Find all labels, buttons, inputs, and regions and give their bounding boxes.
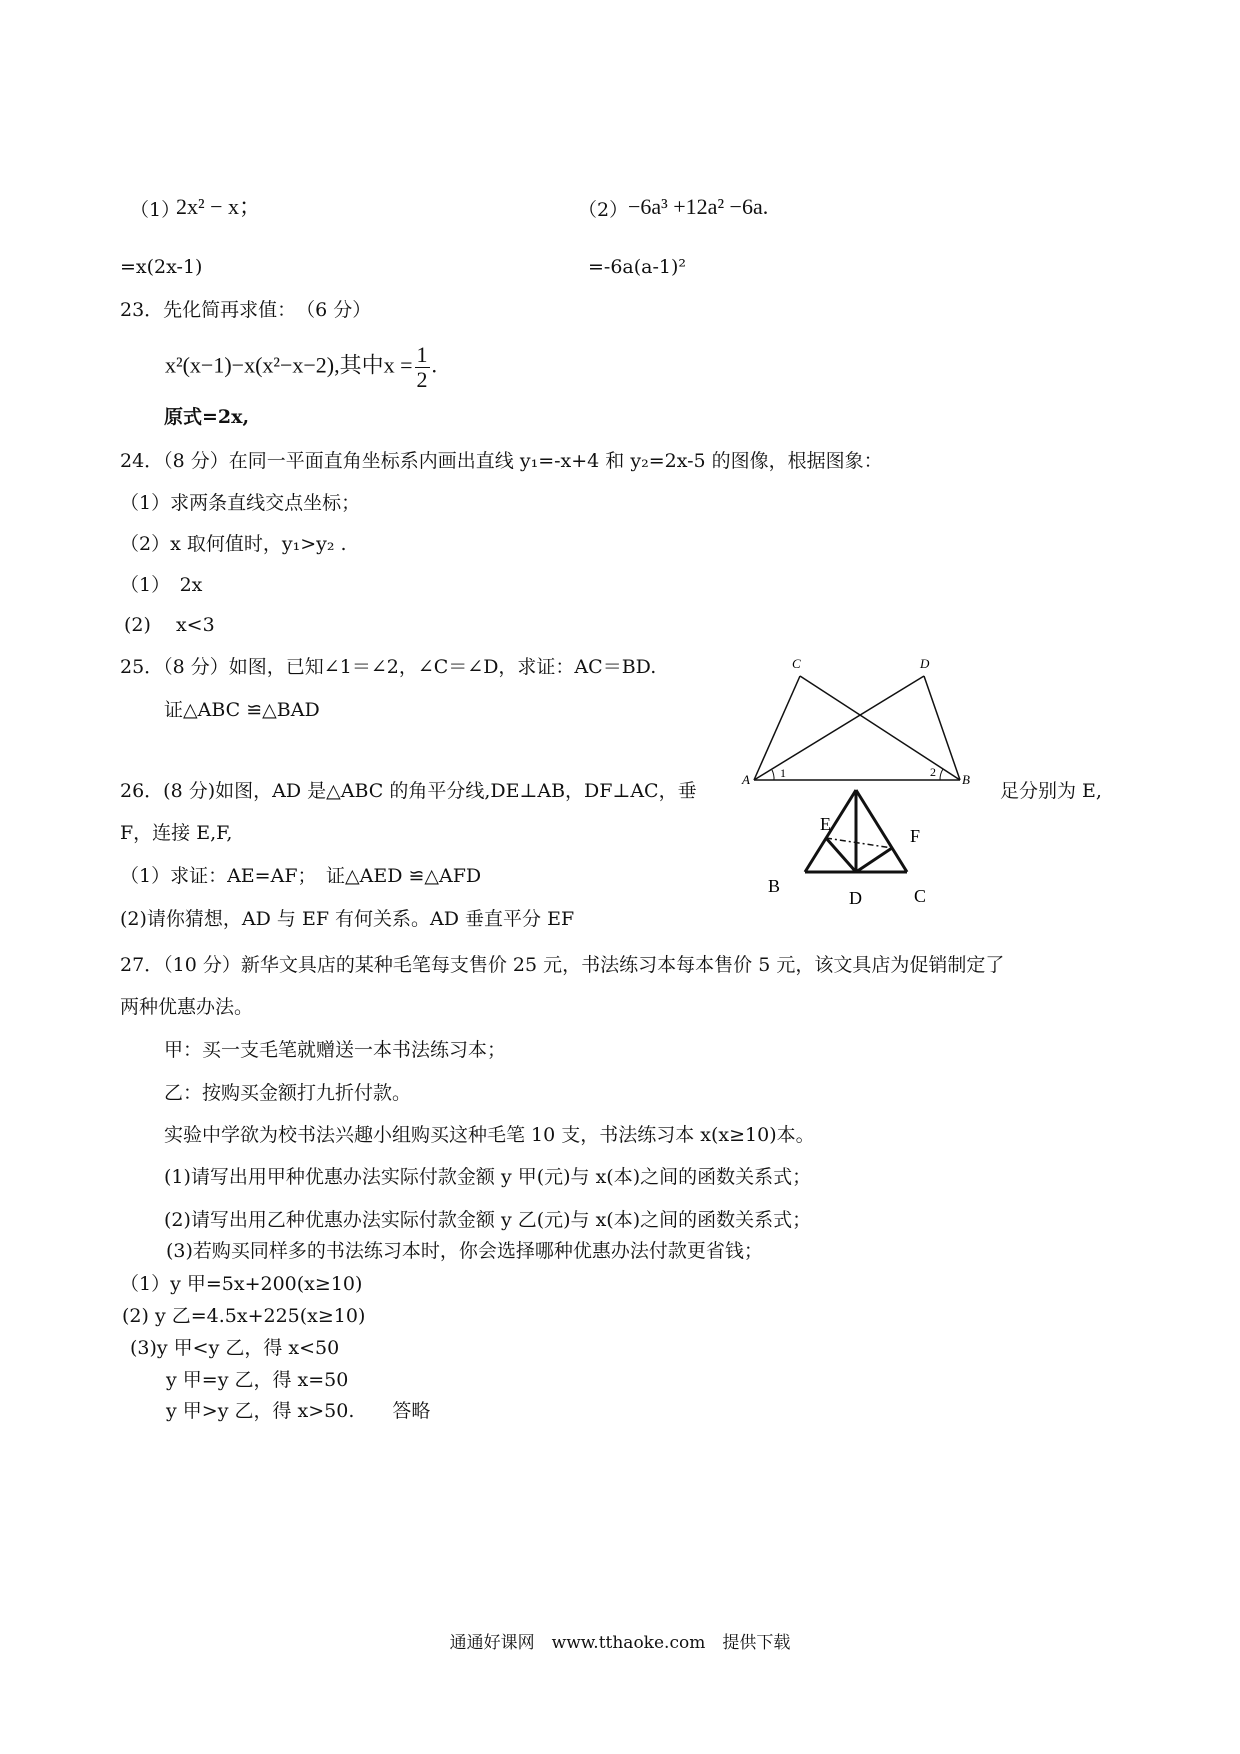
q25-title: 25．（8 分）如图，已知∠1＝∠2，∠C＝∠D，求证：AC＝BD. [120,656,657,678]
q25-label-b: B [962,772,970,787]
q25-label-d: D [920,656,930,671]
q25-label-a: A [742,772,750,787]
q27-condition: 实验中学欲为校书法兴趣小组购买这种毛笔 10 支，书法练习本 x(x≥10)本。 [164,1124,815,1146]
q22-answer2: =-6a(a-1)² [588,256,687,278]
q22-part2-expr: −6a³ +12a² −6a. [628,194,769,219]
q26-sub1: （1）求证：AE=AF； 证△AED ≌△AFD [120,865,482,887]
q23-expression [165,343,437,392]
q27-answer4: y 甲=y 乙，得 x=50 [166,1369,349,1391]
q26-figure [760,780,1010,920]
q26-line2: F，连接 E,F, [120,822,233,844]
q24-sub1: （1）求两条直线交点坐标； [120,492,361,514]
q25-angle1-arc [772,770,774,780]
q25-figure [740,650,980,790]
q27-answer2: (2) y 乙=4.5x+225(x≥10) [122,1305,366,1327]
q25-label-angle2: 2 [930,765,936,779]
q27-answer3: (3)y 甲<y 乙，得 x<50 [130,1337,340,1359]
q27-answer1: （1）y 甲=5x+200(x≥10) [120,1273,363,1295]
q23-title: 23．先化简再求值： （6 分） [120,299,372,321]
q26-line-df [856,848,892,872]
q26-line-de [826,838,856,872]
q26-label-f: F [910,826,921,846]
q24-answer1: （1） 2x [120,574,203,596]
q25-line-cb [800,676,960,780]
q23-fraction [415,343,430,392]
q23-frac-num: 1 [416,342,428,367]
q22-answer1: =x(2x-1) [120,256,203,278]
q25-angle2-arc [940,769,943,780]
q27-line1: 27．（10 分）新华文具店的某种毛笔每支售价 25 元，书法练习本每本售价 5 元，该文具店为促销制定了 [120,954,1005,976]
q24-answer2: (2) x<3 [124,614,215,636]
q27-sub3: (3)若购买同样多的书法练习本时，你会选择哪种优惠办法付款更省钱； [166,1240,763,1262]
q25-answer: 证△ABC ≌△BAD [164,699,320,721]
q25-label-angle1: 1 [780,766,786,780]
q25-label-c: C [792,656,801,671]
page-footer: 通通好课网 www.tthaoke.com 提供下载 [449,1633,791,1653]
q25-line-ac [754,676,800,780]
q26-line-ef [826,838,892,848]
q25-line-ad [754,676,924,780]
q23-frac-den: 2 [416,367,428,392]
q22-part1-expr: 2x² − x； [176,194,262,219]
q24-sub2: （2）x 取何值时，y₁>y₂ . [120,533,347,555]
q26-line-ac [856,790,907,872]
q27-sub1: (1)请写出用甲种优惠办法实际付款金额 y 甲(元)与 x(本)之间的函数关系式； [164,1166,812,1188]
q26-line1: 26．(8 分)如图，AD 是△ABC 的角平分线,DE⊥AB，DF⊥AC，垂 [120,780,697,802]
q27-line2: 两种优惠办法。 [120,996,254,1018]
q26-label-c: C [914,886,927,906]
q27-answer5: y 甲>y 乙，得 x>50. 答略 [166,1400,431,1422]
q26-sub2: (2)请你猜想，AD 与 EF 有何关系。AD 垂直平分 EF [120,908,575,930]
q27-sub2: (2)请写出用乙种优惠办法实际付款金额 y 乙(元)与 x(本)之间的函数关系式； [164,1209,812,1231]
q26-line1-end: 足分别为 E, [1000,780,1102,802]
q24-title: 24．（8 分）在同一平面直角坐标系内画出直线 y₁=-x+4 和 y₂=2x-5 的图像，根据图象： [120,450,883,472]
q23-answer: 原式=2x, [164,406,250,428]
q27-method-jia: 甲：买一支毛笔就赠送一本书法练习本； [164,1039,507,1061]
q26-label-b: B [768,876,781,896]
q26-label-e: E [820,814,831,834]
q22-part1-label: （1） [130,199,181,221]
q26-label-d: D [849,888,862,908]
q22-part2-label: （2） [578,199,629,221]
q27-method-yi: 乙：按购买金额打九折付款。 [164,1082,412,1104]
q23-expr-left: x²(x−1)−x(x²−x−2),其中x = [165,352,413,378]
q23-frac-after: . [431,352,438,378]
